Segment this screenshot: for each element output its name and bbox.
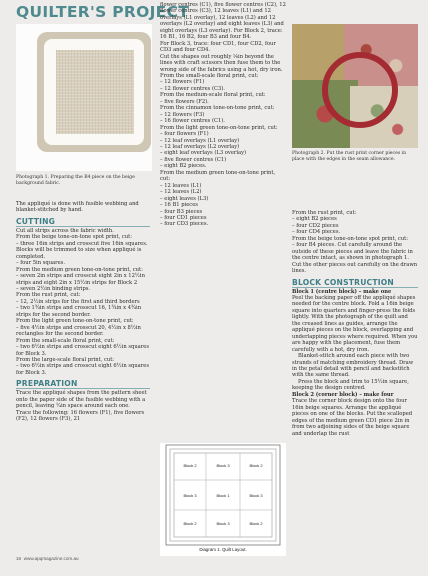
text-line: From the rust print, cut: — [292, 210, 357, 216]
quilt-layout-diagram — [160, 443, 286, 556]
text-line: – 16 flower centres (C1). — [160, 118, 225, 125]
text-line: – two 6½in strips and crosscut eight 6½in squares for Block 3. — [16, 344, 149, 357]
page-title: QUILTER'S PROJECT — [16, 3, 190, 21]
text-line: Press the block and trim to 15½in square, keeping the design centred. — [292, 378, 409, 392]
diagram-cell: Block 3 — [249, 493, 263, 498]
b4-piece — [56, 50, 134, 134]
block1-instructions — [292, 295, 418, 392]
text-line: – seven 2in strips and crosscut eight 2in x 12½in strips and eight 2in x 15½in strips for Block 2 — [16, 273, 145, 286]
column-1 — [16, 201, 150, 423]
text-line: From the rust print, cut: — [16, 292, 81, 299]
cutting-heading: CUTTING — [16, 216, 56, 226]
diagram-cell: Block 3 — [216, 463, 230, 468]
text-line: From the light green tone-on-tone print, cut: — [160, 124, 278, 131]
text-line: – 12 leaves (L2) — [160, 189, 202, 196]
intro-text: The appliqué is done with fusible webbing and blanket-stitched by hand. — [16, 201, 139, 214]
diagram-cell: Block 2 — [183, 521, 197, 526]
text-line: Trace the following: 16 flowers (F1), five flowers (F2), 12 flowers (F3), 21 — [16, 409, 145, 423]
text-line: From the large-scale floral print, cut: — [16, 356, 115, 363]
text-line: – 16 B1 pieces — [160, 202, 198, 209]
block2-subheading: Block 2 (corner block) – make four — [292, 391, 394, 398]
text-line: Cut the shapes out roughly ⅛in beyond the lines with craft scissors then fuse them to the wrong side of the fabrics using a hot, dry iron. — [160, 53, 283, 73]
text-line: – eight leaf overlays (L3 overlay) — [160, 150, 247, 157]
text-line: From the medium green tone-on-tone print, cut: — [160, 169, 276, 183]
text-line: – eight B2 pieces — [292, 216, 337, 223]
text-line: – 12 leaf overlays (L1 overlay) — [160, 137, 240, 144]
site-url: www.apqmagazine.com.au — [23, 556, 79, 561]
quilt-layout-svg — [160, 443, 286, 556]
text-line: From the cinnamon tone-on-tone print, cut: — [160, 105, 275, 112]
text-line: – 12 leaf overlays (L2 overlay) — [160, 143, 240, 150]
block1-subheading: Block 1 (centre block) – make one — [292, 288, 392, 295]
page-footer — [16, 556, 79, 561]
preparation-heading: PREPARATION — [16, 379, 78, 389]
text-line: – four CD3 pieces. — [160, 221, 209, 228]
text-line: For Block 3, trace: four CD1, four CD2, four CD3 and four CD4. — [160, 40, 276, 54]
diagram-cell: Block 2 — [249, 521, 263, 526]
diagram-cell: Block 3 — [183, 493, 197, 498]
diagram-cell: Block 2 — [183, 463, 197, 468]
text-line: From the medium-scale floral print, cut: — [160, 92, 266, 99]
photo1-caption: Photograph 1. Preparing the B4 piece on the beige background fabric. — [16, 175, 135, 186]
text-line: Trace the appliqué shapes from the pattern sheet onto the paper side of the fusible webbing with a pencil, leaving ¼in space around each one. — [16, 390, 147, 410]
text-line: Cut all strips across the fabric width. — [16, 227, 114, 234]
block-construction-heading: BLOCK CONSTRUCTION — [292, 277, 394, 287]
cutting-list — [16, 228, 150, 376]
photograph-2 — [292, 24, 418, 148]
text-line: Blanket-stitch around each piece with two strands of matching embroidery thread. Draw in the petal detail with pencil and backstitch with the same thread. — [292, 353, 414, 379]
text-line: Peel the backing paper off the appliqué shapes needed for the centre block. Fold a 16in beige square into quarters and finger-press the folds lightly. With the photograph of the quilt and the creased lines as guides, arrange the appliqué pieces on the block, overlapping and underlapping pieces where required. When you are happy with the placement, fuse them carefully with a hot, dry iron. — [292, 294, 418, 353]
block2-instructions — [292, 398, 418, 437]
text-line: From the small-scale floral print, cut: — [16, 337, 115, 344]
text-line: From the light green tone-on-tone print, cut: — [16, 318, 134, 325]
text-line: – seven 2½in binding strips. — [16, 285, 91, 292]
text-line: Cut the other pieces out carefully on the drawn lines. — [292, 261, 418, 275]
text-line: – 12 flowers (F1) — [160, 79, 205, 86]
text-line: – 12, 2½in strips for the first and third borders — [16, 298, 140, 305]
rust-print-list — [292, 210, 418, 275]
photograph-1 — [16, 24, 152, 171]
preparation-list — [16, 390, 150, 422]
column-3 — [292, 210, 418, 437]
text-line: – eight B2 pieces. — [160, 163, 207, 170]
page-number: 16 — [16, 556, 22, 561]
text-line: Trace the corner block design onto the four 16in beige squares. Arrange the appliqué pieces on one of the blocks. Put the scalloped edges of the medium green CD1 piece 2in in from two adjoining sides of the beige square and underlap the rust — [292, 398, 413, 437]
text-line: – four B3 pieces — [160, 208, 203, 215]
text-line: – two 1¾in strips and crosscut 16, 1¾in x 4¾in strips for the second border. — [16, 305, 142, 318]
text-line: – four CD1 pieces — [160, 214, 207, 221]
text-line: – four flowers (F1) — [160, 131, 209, 138]
text-line: – four CD2 pieces — [292, 222, 339, 229]
text-line: – 12 leaves (L1) — [160, 182, 202, 189]
text-line: From the beige tone-on-tone spot print, cut: — [16, 234, 132, 241]
text-line: From the small-scale floral print, cut: — [160, 72, 259, 79]
text-line: – 12 flower centres (C3). — [160, 85, 225, 92]
text-line: – five 4½in strips and crosscut 20, 4½in x 8½in rectangles for the second border. — [16, 324, 141, 338]
text-line: flower centres (C1), five flower centres (C2), 12 flower centres (C3), 12 leaves (L1) and 12 overlays (L1 overlay), 12 leaves (L2) and 12 overlays (L2 overlay) and eight leaves (L3) and eight overlays (L3 overlay). For Block 2, trace: 16 B1, 16 B2, four B3 and four B4. — [160, 2, 286, 41]
text-line: From the beige tone-on-tone spot print, cut: — [292, 235, 408, 242]
photo2-caption: Photograph 2. Put the rust print corner pieces in place with the edges in the seam allowance. — [292, 151, 407, 162]
text-line: – two 6½in strips and crosscut eight 6½in squares for Block 3. — [16, 363, 149, 376]
text-line: – five flowers (F2). — [160, 98, 209, 105]
text-line: – 12 flowers (F3) — [160, 111, 205, 118]
text-line: – four B4 pieces. Cut carefully around the outside of these pieces and leave the fabric in the centre intact, as shown in photograph 1. — [292, 242, 413, 262]
diagram-cell: Block 2 — [249, 463, 263, 468]
text-line: – three 16in strips and crosscut five 16in squares. Blocks will be trimmed to size when appliqué is completed. — [16, 240, 148, 260]
diagram-cell: Block 1 — [216, 493, 230, 498]
text-line: From the medium green tone-on-tone print, cut: — [16, 266, 143, 273]
column-2 — [160, 2, 286, 228]
diagram-caption: Diagram 1. Quilt Layout. — [199, 547, 247, 552]
text-line: – five flower centres (C1) — [160, 156, 227, 163]
text-line: – four CD4 pieces. — [292, 229, 341, 236]
text-line: – four 5in squares. — [16, 260, 65, 267]
text-line: – eight leaves (L3) — [160, 195, 209, 202]
diagram-cell: Block 3 — [216, 521, 230, 526]
